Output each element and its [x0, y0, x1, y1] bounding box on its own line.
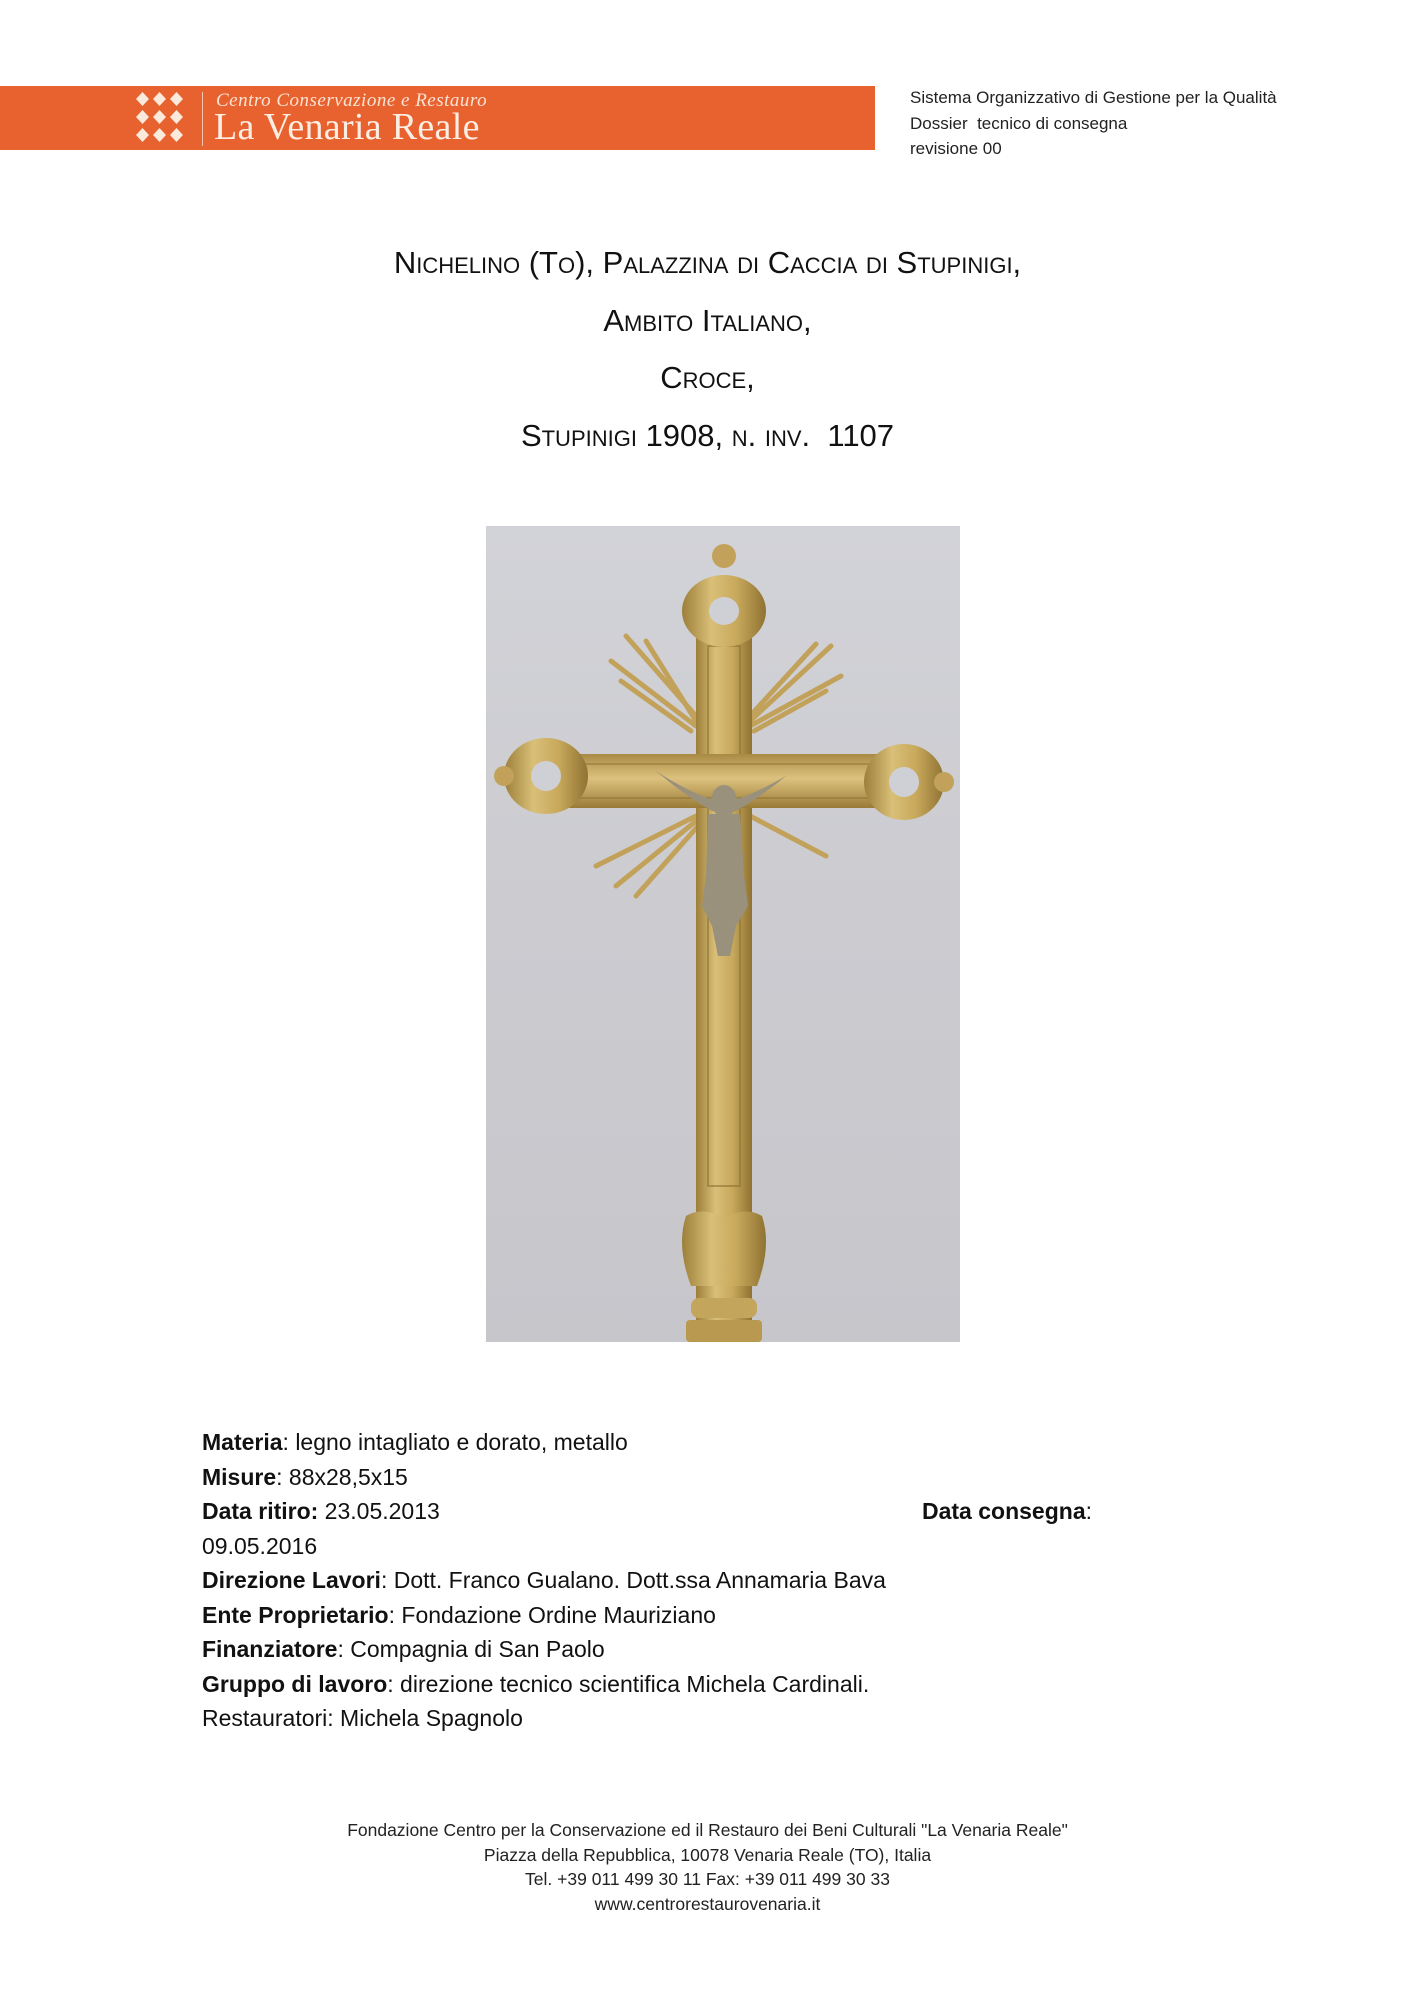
logo-divider — [202, 92, 203, 146]
title-ambit: Ambito Italiano, — [603, 302, 812, 338]
logo-name: La Venaria Reale — [214, 106, 480, 148]
detail-restauratori: Restauratori: Michela Spagnolo — [202, 1705, 523, 1731]
detail-dates: Data ritiro: 23.05.2013 Data consegna: — [202, 1494, 1122, 1529]
diamond-grid-logo-icon — [136, 92, 184, 144]
header-line-system: Sistema Organizzativo di Gestione per la Qualità — [910, 88, 1277, 107]
detail-data-consegna-value: 09.05.2016 — [202, 1532, 318, 1559]
logo-subtitle: Centro Conservazione e Restauro — [216, 90, 488, 111]
footer — [0, 1818, 1415, 1916]
detail-direzione: Direzione Lavori: Dott. Franco Gualano. Dott.ssa Annamaria Bava — [202, 1567, 886, 1593]
footer-phone: Tel. +39 011 499 30 11 Fax: +39 011 499 30 33 — [525, 1869, 890, 1889]
header-info — [910, 85, 1277, 162]
detail-data-consegna-label: Data consegna: — [922, 1498, 1092, 1524]
artwork-photo — [486, 526, 960, 1342]
artwork-details — [202, 1425, 1122, 1736]
detail-materia: Materia: legno intagliato e dorato, metallo — [202, 1429, 628, 1455]
title-object: Croce, — [660, 360, 755, 395]
cross-image-icon — [486, 526, 960, 1342]
footer-organization: Fondazione Centro per la Conservazione ed il Restauro dei Beni Culturali "La Venaria Reale" — [347, 1820, 1068, 1840]
detail-misure: Misure: 88x28,5x15 — [202, 1463, 408, 1490]
header-line-revision: revisione 00 — [910, 139, 1002, 158]
footer-website[interactable]: www.centrorestaurovenaria.it — [594, 1893, 821, 1914]
title-inventory: Stupinigi 1908, n. inv. 1107 — [520, 417, 895, 453]
detail-gruppo: Gruppo di lavoro: direzione tecnico scientifica Michela Cardinali. — [202, 1670, 870, 1697]
document-title — [0, 234, 1415, 464]
header-line-dossier: Dossier tecnico di consegna — [910, 113, 1128, 133]
detail-finanziatore: Finanziatore: Compagnia di San Paolo — [202, 1636, 605, 1662]
title-location: Nichelino (To), Palazzina di Caccia di Stupinigi, — [393, 245, 1022, 280]
detail-ente: Ente Proprietario: Fondazione Ordine Mauriziano — [202, 1601, 716, 1628]
footer-address: Piazza della Repubblica, 10078 Venaria Reale (TO), Italia — [483, 1844, 932, 1865]
